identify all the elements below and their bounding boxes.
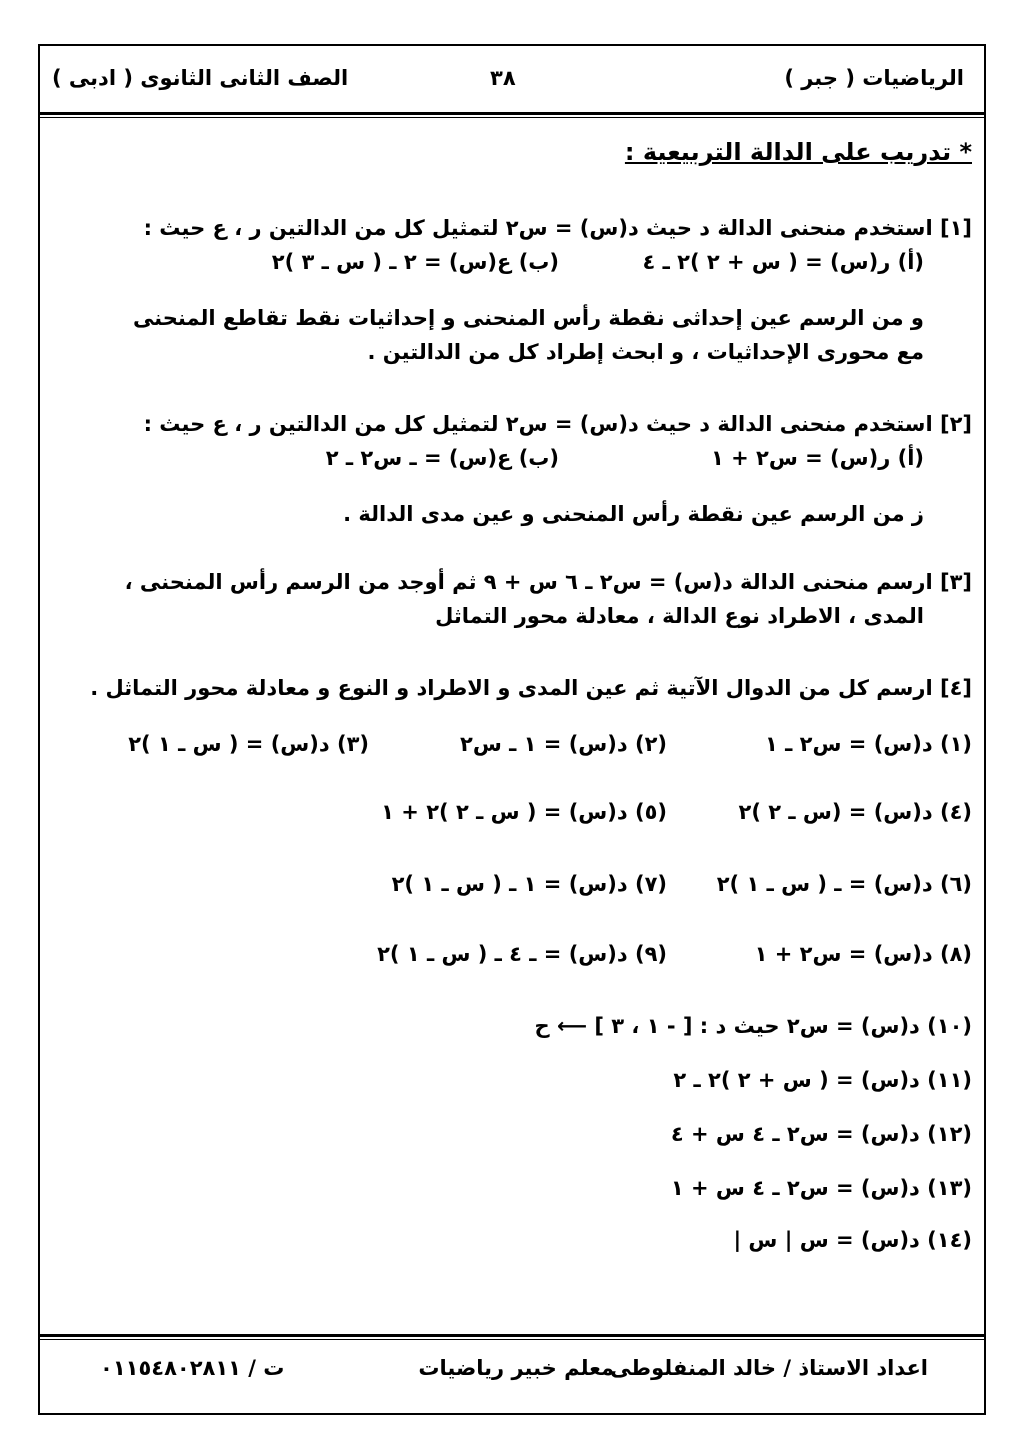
footer-divider	[40, 1334, 984, 1337]
q2-instruction-1: ز من الرسم عين نقطة رأس المنحنى و عين مدى الدالة .	[343, 502, 924, 526]
q4-function-9: (٩) د(س) = ـ ٤ ـ ( س ـ ١ )٢	[377, 942, 667, 966]
q2-part-b: (ب) ع(س) = ـ س٢ ـ ٢	[325, 446, 559, 470]
q1-instruction-2: مع محورى الإحداثيات ، و ابحث إطراد كل من الدالتين .	[367, 340, 924, 364]
q3-stem: [٣] ارسم منحنى الدالة د(س) = س٢ ـ ٦ س + ٩ ثم أوجد من الرسم رأس المنحنى ،	[124, 570, 972, 594]
q4-function-11: (١١) د(س) = ( س + ٢ )٢ ـ ٢	[673, 1068, 972, 1092]
q4-function-7: (٧) د(س) = ١ ـ ( س ـ ١ )٢	[391, 872, 667, 896]
q4-function-2: (٢) د(س) = ١ ـ س٢	[460, 732, 667, 756]
q4-stem: [٤] ارسم كل من الدوال الآتية ثم عين المدى و الاطراد و النوع و معادلة محور التماثل .	[90, 676, 972, 700]
q1-part-b: (ب) ع(س) = ٢ ـ ( س ـ ٣ )٢	[271, 250, 559, 274]
q4-function-6: (٦) د(س) = ـ ( س ـ ١ )٢	[716, 872, 972, 896]
q4-function-1: (١) د(س) = س٢ ـ ١	[765, 732, 972, 756]
q1-part-a: (أ) ر(س) = ( س + ٢ )٢ ـ ٤	[642, 250, 924, 274]
q1-instruction-1: و من الرسم عين إحداثى نقطة رأس المنحنى و إحداثيات نقط تقاطع المنحنى	[132, 306, 924, 330]
section-title: * تدريب على الدالة التربيعية :	[624, 138, 972, 166]
q3-line-2: المدى ، الاطراد نوع الدالة ، معادلة محور التماثل	[435, 604, 924, 628]
header-subject: الرياضيات ( جبر )	[784, 66, 964, 90]
q4-function-8: (٨) د(س) = س٢ + ١	[754, 942, 972, 966]
q4-function-14: (١٤) د(س) = س | س |	[733, 1228, 972, 1252]
header-page-number: ٣٨	[490, 66, 516, 90]
q2-stem: [٢] استخدم منحنى الدالة د حيث د(س) = س٢ لتمثيل كل من الدالتين ر ، ع حيث :	[143, 412, 972, 436]
q2-part-a: (أ) ر(س) = س٢ + ١	[710, 446, 924, 470]
q4-function-12: (١٢) د(س) = س٢ ـ ٤ س + ٤	[670, 1122, 972, 1146]
footer-author: اعداد الاستاذ / خالد المنفلوطى	[610, 1356, 928, 1380]
q4-function-3: (٣) د(س) = ( س ـ ١ )٢	[128, 732, 369, 756]
q1-stem: [١] استخدم منحنى الدالة د حيث د(س) = س٢ لتمثيل كل من الدالتين ر ، ع حيث :	[143, 216, 972, 240]
header-divider-thin	[40, 117, 984, 118]
q4-function-4: (٤) د(س) = (س ـ ٢ )٢	[738, 800, 972, 824]
q4-function-5: (٥) د(س) = ( س ـ ٢ )٢ + ١	[381, 800, 667, 824]
q4-function-10: (١٠) د(س) = س٢ حيث د : [ - ١ ، ٣ ] ⟵ ح	[534, 1014, 972, 1038]
header-divider	[40, 112, 984, 115]
footer-divider-thin	[40, 1339, 984, 1340]
q4-function-13: (١٣) د(س) = س٢ ـ ٤ س + ١	[670, 1176, 972, 1200]
footer-role: معلم خبير رياضيات	[418, 1356, 614, 1380]
header-grade: الصف الثانى الثانوى ( ادبى )	[52, 66, 349, 90]
footer-phone: ت / ٠١١٥٤٨٠٢٨١١	[100, 1356, 285, 1380]
